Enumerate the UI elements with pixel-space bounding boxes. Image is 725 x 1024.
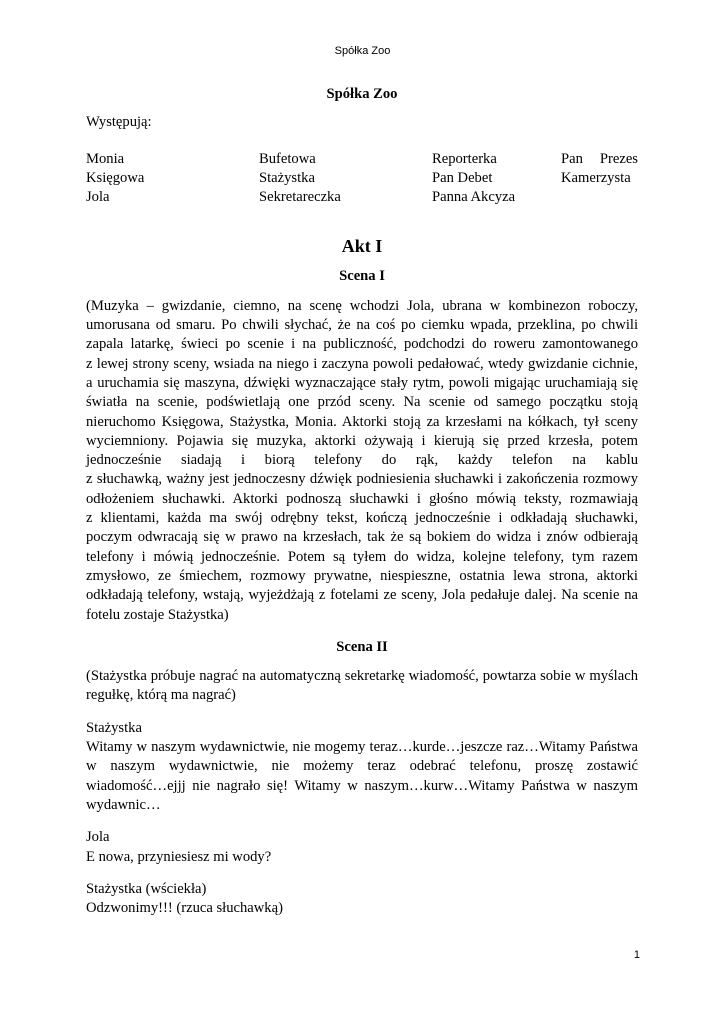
act-title: Akt I <box>341 236 383 257</box>
cast-name: Sekretareczka <box>259 189 341 206</box>
cast-name: Kamerzysta <box>561 169 631 186</box>
text-line: światła na scenie, podświetlają one przód sceny. Na scenie od samego początku stoją <box>86 394 638 411</box>
text-line: regułkę, którą ma nagrać) <box>86 687 236 704</box>
cast-name: Pan Debet <box>432 169 493 186</box>
dialogue-line: wiadomość…ejjj nie nagrało się! Witamy w naszym…kurw…Witamy Państwa w naszym <box>86 777 638 794</box>
text-line: a uruchamia się maszyna, dźwięki wyznaczające stały rytm, powoli migając uruchamiają się <box>86 374 638 391</box>
text-line: poczym odwracają się w prawo na krzesłach, tak że są bokiem do widza i znów odbierają <box>86 529 638 546</box>
cast-label: Występują: <box>86 114 152 131</box>
stage-direction <box>86 297 638 625</box>
text-line: z słuchawką, ważny jest jednoczesny dźwięk podniesienia słuchawki i zakończenia rozmowy <box>86 471 638 488</box>
text-line: zmysłowo, ze śmiechem, rozmowy prywatne, niespieszne, ostatnia lewa strona, aktorki <box>86 567 638 584</box>
dialogue-line: wydawnic… <box>86 796 161 813</box>
running-header: Spółka Zoo <box>334 45 391 57</box>
text-line: zapala latarkę, świeci po scenie i na publiczność, podchodzi do roweru zamontowanego <box>86 336 638 353</box>
text-line: umorusana od smaru. Po chwili słychać, że na coś po ciemku wpada, przeklina, po chwili <box>86 317 638 334</box>
text-line: telefony i mówią jednocześnie. Potem są tyłem do widza, kolejne telefony, tym razem <box>86 548 638 565</box>
stage-direction <box>86 667 638 706</box>
text-line: jednocześnie siadają i biorą telefony do rąk, każdy telefon na kablu <box>86 452 638 469</box>
document-title: Spółka Zoo <box>326 86 398 102</box>
text-line: z lewej strony sceny, wsiada na niego i zaczyna powoli pedałować, wtedy gwizdanie cichnie, <box>86 355 638 372</box>
text-line: nieruchomo Księgowa, Stażystka, Monia. Aktorki stoją za krzesłami na kółkach, tył sceny <box>86 413 638 430</box>
text-line: odłożeniem słuchawki. Aktorki podnoszą słuchawki i głośno mówią teksty, rozmawiają <box>86 490 638 507</box>
dialogue-line: Witamy w naszym wydawnictwie, nie mogemy teraz…kurde…jeszcze raz…Witamy Państwa <box>86 739 638 756</box>
cast-name: Bufetowa <box>259 150 316 167</box>
scene-title: Scena II <box>336 638 388 655</box>
page-number: 1 <box>633 949 640 961</box>
cast-name: Jola <box>86 189 110 206</box>
dialogue-line: w naszym wydawnictwie, nie możemy teraz odebrać telefonu, proszę zostawić <box>86 758 638 775</box>
speaker-name: Jola <box>86 829 110 846</box>
text-line: fotelu zostaje Stażystka) <box>86 606 229 623</box>
text-line: wyciemniony. Pojawia się muzyka, aktorki ożywają i kierują się przed krzesła, potem <box>86 432 638 449</box>
cast-name: Pan Prezes <box>561 150 638 167</box>
text-line: (Muzyka – gwizdanie, ciemno, na scenę wchodzi Jola, ubrana w kombinezon roboczy, <box>86 297 638 314</box>
speaker-name: Stażystka <box>86 719 142 736</box>
dialogue-line: Odzwonimy!!! (rzuca słuchawką) <box>86 900 283 917</box>
cast-name: Panna Akcyza <box>432 189 516 206</box>
document-body <box>86 85 638 931</box>
cast-name <box>561 188 638 207</box>
dialogue-block <box>86 719 638 815</box>
text-line: odkładają telefony, wstają, wyjeżdżają z fotelami ze sceny, Jola pedałuje dalej. Na scenie na <box>86 587 638 604</box>
text-line: z klientami, każda ma swój odrębny tekst, kończą jednocześnie i odkładają słuchawki, <box>86 510 638 527</box>
speaker-name: Stażystka (wściekła) <box>86 880 207 897</box>
scene-title: Scena I <box>339 268 385 285</box>
cast-name: Stażystka <box>259 169 315 186</box>
dialogue-block <box>86 828 638 867</box>
dialogue-block <box>86 880 638 919</box>
cast-list <box>86 150 638 208</box>
cast-name: Reporterka <box>432 150 497 167</box>
text-line: (Stażystka próbuje nagrać na automatyczną sekretarkę wiadomość, powtarza sobie w myślach <box>86 668 638 685</box>
dialogue-line: E nowa, przyniesiesz mi wody? <box>86 848 272 865</box>
cast-name: Księgowa <box>86 169 145 186</box>
cast-name: Monia <box>86 150 125 167</box>
